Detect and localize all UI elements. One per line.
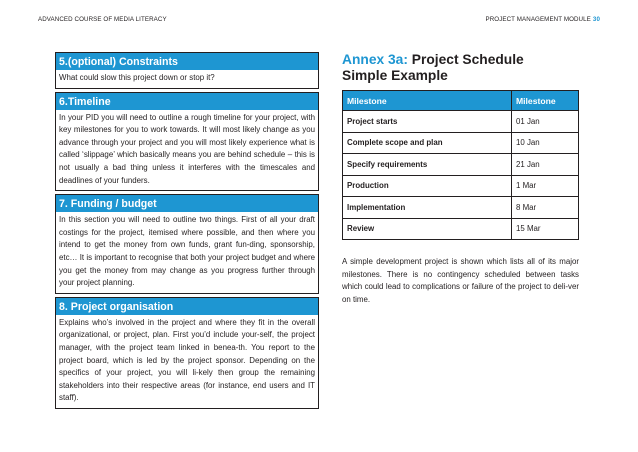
left-column [55, 52, 319, 412]
table-row [343, 132, 579, 154]
annex-title [342, 52, 579, 68]
section-body: In your PID you will need to outline a rough timeline for your project, with key milestones for you to work towards. It will most likely change as you advance through your project and you will most likely experience what is called ‘slippage’ which basically means you are behind schedule – this is not usually a bad thing unless it interferes with the timescales and deadlines of your funders. [59, 112, 315, 185]
table-row [343, 197, 579, 219]
milestone-date: 8 Mar [512, 197, 579, 219]
milestone-table [342, 90, 579, 240]
table-row [343, 175, 579, 197]
section-body: In this section you will need to outline two things. First of all your draft costings for the project, itemised where possible, and then where you intend to get the money from own funds, grant fun-ding, sponsorship, etc… It is important to recognise that both your project budget and where you get the money from may change as you progress further through your project planning. [59, 215, 315, 288]
section-heading: 8. Project organisation [56, 298, 318, 315]
milestone-date: 1 Mar [512, 175, 579, 197]
running-header-right [485, 16, 600, 23]
milestone-name: Project starts [343, 111, 512, 133]
column-header: Milestone [512, 91, 579, 111]
section-funding-budget [55, 194, 319, 294]
milestone-date: 21 Jan [512, 154, 579, 176]
annex-subtitle: Simple Example [342, 67, 448, 83]
annex-description: A simple development project is shown which lists all of its major milestones. There is no contingency scheduled between tasks which could lead to complications or failure of the project to deli-ver on time. [342, 257, 579, 304]
section-project-organisation [55, 297, 319, 409]
milestone-date: 15 Mar [512, 218, 579, 240]
right-column [342, 52, 579, 306]
milestone-name: Specify requirements [343, 154, 512, 176]
section-body: Explains who’s involved in the project and where they fit in the overall organizational, or project, plan. First you’d include your-self, the project manager, with the project team linked in benea-th. You report to the project board, which is led by the project sponsor. Depending on the specifics of your project, you will li-kely then group the remaining stakeholders into their respective areas (for instance, end users and IT staff). [59, 317, 315, 403]
section-heading: 7. Funding / budget [56, 195, 318, 212]
module-name: PROJECT MANAGEMENT MODULE [485, 16, 591, 23]
table-row [343, 111, 579, 133]
column-header: Milestone [343, 91, 512, 111]
annex-number: Annex 3a: [342, 52, 408, 67]
section-heading: 6.Timeline [56, 93, 318, 110]
running-header-left: ADVANCED COURSE OF MEDIA LITERACY [38, 16, 167, 23]
milestone-name: Complete scope and plan [343, 132, 512, 154]
milestone-date: 10 Jan [512, 132, 579, 154]
section-body: What could slow this project down or stop it? [59, 73, 215, 82]
section-heading: 5.(optional) Constraints [56, 53, 318, 70]
milestone-name: Production [343, 175, 512, 197]
table-row [343, 218, 579, 240]
page-number: 30 [592, 16, 600, 23]
table-row [343, 154, 579, 176]
milestone-name: Review [343, 218, 512, 240]
section-timeline [55, 92, 319, 192]
table-header-row [343, 91, 579, 111]
annex-title-text: Project Schedule [407, 52, 524, 67]
milestone-name: Implementation [343, 197, 512, 219]
milestone-date: 01 Jan [512, 111, 579, 133]
section-constraints [55, 52, 319, 89]
